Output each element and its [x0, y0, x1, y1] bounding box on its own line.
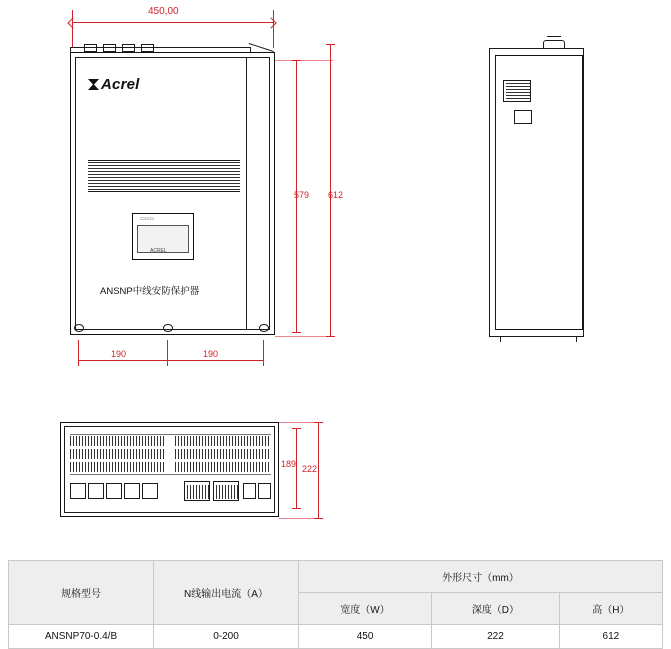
foot-center	[163, 324, 173, 332]
topview-grille-bottom-line	[70, 474, 271, 475]
door-seam	[246, 57, 247, 330]
ext-bottom-3	[263, 340, 264, 366]
topview-ext-bottom	[279, 518, 321, 519]
side-hmi-bump	[514, 110, 532, 124]
header-width: 宽度（W）	[299, 593, 432, 625]
topview-grille-1	[70, 436, 166, 446]
acrel-mark-icon	[88, 79, 99, 90]
dim-bottom-left: 190	[111, 349, 127, 359]
header-height: 高（H）	[559, 593, 662, 625]
dim-tick-189-bottom	[292, 508, 301, 509]
ext-bottom-2	[167, 340, 168, 366]
ext-bottom-1	[78, 340, 79, 366]
topview-grille-6	[175, 462, 271, 472]
cell-model: ANSNP70-0.4/B	[9, 625, 154, 649]
cell-depth: 222	[432, 625, 560, 649]
arrow-right-top	[265, 17, 276, 28]
vent-top-line	[88, 160, 240, 161]
foot-right	[259, 324, 269, 332]
cabinet-top-diag	[249, 43, 274, 52]
table-header-row	[9, 561, 663, 593]
dim-line-189	[296, 428, 297, 508]
header-model: 规格型号	[9, 561, 154, 625]
connector-1	[243, 483, 256, 499]
fan-block-2	[213, 481, 239, 501]
connector-2	[258, 483, 271, 499]
dim-line-width-top	[72, 22, 274, 23]
dim-width-top: 450,00	[148, 6, 179, 17]
side-foot-left	[500, 336, 501, 342]
topview-grille-2	[70, 449, 166, 459]
terminal-2	[88, 483, 104, 499]
spec-table	[8, 560, 663, 649]
fan-block-1	[184, 481, 210, 501]
cabinet-top-edge	[70, 47, 250, 48]
vent-bottom-line	[88, 191, 240, 192]
side-top-edge	[489, 48, 584, 49]
header-depth: 深度（D）	[432, 593, 560, 625]
side-bottom-edge	[489, 336, 584, 337]
topview-grille-top-line	[70, 434, 271, 435]
dim-tick-612-top	[326, 44, 335, 45]
dim-line-222	[318, 422, 319, 518]
hmi-bottom-label: ACREL	[150, 248, 167, 254]
hmi-top-label: ▭▭▭	[140, 216, 155, 222]
dim-tick-189-top	[292, 428, 301, 429]
brand-logo	[88, 76, 140, 93]
topview-ext-top	[279, 422, 321, 423]
dim-height-inner: 579	[294, 190, 310, 200]
ext-line-right-top	[273, 10, 274, 48]
cabinet-top-right-edge	[250, 47, 251, 52]
mount-tab-1	[84, 44, 97, 52]
ext-bottom-right	[275, 336, 333, 337]
foot-left	[74, 324, 84, 332]
terminal-5	[142, 483, 158, 499]
header-current: N线输出电流（A）	[154, 561, 299, 625]
dim-bottom-right: 190	[203, 349, 219, 359]
side-top-cap	[543, 40, 565, 49]
cell-current: 0-200	[154, 625, 299, 649]
side-foot-right	[576, 336, 577, 342]
header-size-group: 外形尺寸（mm）	[299, 561, 663, 593]
table-row	[9, 625, 663, 649]
terminal-4	[124, 483, 140, 499]
dim-line-190-right	[167, 360, 263, 361]
terminal-3	[106, 483, 122, 499]
dim-line-190-left	[78, 360, 167, 361]
cell-height: 612	[559, 625, 662, 649]
arrow-left-top	[67, 17, 78, 28]
dim-height-outer: 612	[328, 190, 344, 200]
side-keypad	[503, 80, 531, 102]
cell-width: 450	[299, 625, 432, 649]
side-left-edge	[489, 48, 490, 336]
side-right-edge	[583, 48, 584, 336]
ext-top-right	[275, 60, 333, 61]
topview-grille-5	[175, 449, 271, 459]
dim-tick-579-bottom	[292, 332, 301, 333]
model-caption: ANSNP中线安防保护器	[100, 286, 200, 297]
topview-grille-3	[70, 462, 166, 472]
side-top-cap-line	[547, 36, 561, 37]
dim-topview-inner: 189	[281, 459, 297, 469]
dim-topview-outer: 222	[302, 464, 318, 474]
mount-tab-3	[122, 44, 135, 52]
topview-grille-4	[175, 436, 271, 446]
mount-tab-2	[103, 44, 116, 52]
brand-text: Acrel	[101, 76, 140, 93]
vent-grille	[88, 162, 240, 190]
cabinet-top-left-edge	[70, 47, 71, 53]
terminal-1	[70, 483, 86, 499]
mount-tab-4	[141, 44, 154, 52]
